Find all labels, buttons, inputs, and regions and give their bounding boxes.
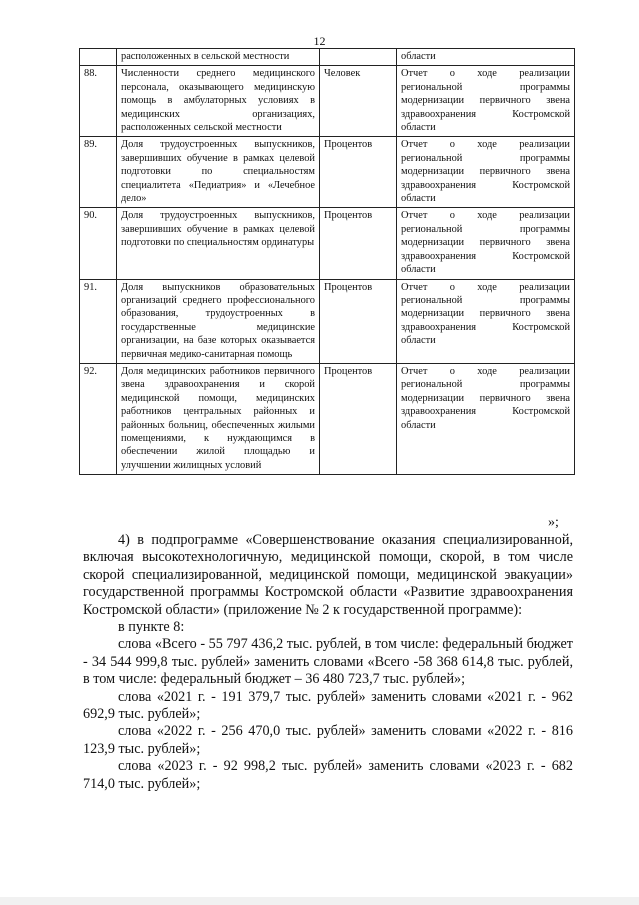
- table-row: [80, 363, 575, 474]
- row-number: 90.: [80, 208, 117, 279]
- indicator-name: Доля медицинских работников первичного звена здравоохранения и скорой медицинской помощи, медицинских работников центральных районных и районных больниц, обеспеченных жилыми помещениями, к нуждающимся в обеспечении жилой площадью и улучшении жилищных условий: [117, 363, 320, 474]
- viewer-bottom-strip: [0, 897, 639, 905]
- data-source: Отчет о ходе реализации региональной программы модернизации первичного звена здравоохранения Костромской области: [397, 279, 575, 363]
- row-number: 88.: [80, 66, 117, 137]
- row-number: 91.: [80, 279, 117, 363]
- indicators-table: [79, 48, 575, 475]
- paragraph-item-8: в пункте 8:: [118, 619, 185, 636]
- paragraph-subprogram: 4) в подпрограмме «Совершенствование оказания специализированной, включая высокотехнологичную, медицинской помощи, скорой, в том числе скорой специализированной, медицинской помощи, медицинской эвакуации» государственной программы Костромской области «Развитие здравоохранения Костромской области» (приложение № 2 к государственной программе):: [83, 532, 573, 618]
- paragraph-total-amount: слова «Всего - 55 797 436,2 тыс. рублей, в том числе: федеральный бюджет - 34 544 999,8 тыс. рублей» заменить словами «Всего -58 368 614,8 тыс. рублей, в том числе: федеральный бюджет – 36 480 723,7 тыс. рублей»;: [83, 636, 573, 688]
- data-source: Отчет о ходе реализации региональной программы модернизации первичного звена здравоохранения Костромской области: [397, 208, 575, 279]
- unit-of-measure: Процентов: [320, 208, 397, 279]
- table-row: [80, 279, 575, 363]
- unit-of-measure: Процентов: [320, 137, 397, 208]
- unit-of-measure: [320, 49, 397, 66]
- data-source: Отчет о ходе реализации региональной программы модернизации первичного звена здравоохранения Костромской области: [397, 137, 575, 208]
- table-row: [80, 49, 575, 66]
- row-number: 89.: [80, 137, 117, 208]
- amendment-text: [83, 532, 573, 793]
- indicator-name: Численности среднего медицинского персонала, оказывающего медицинскую помощь в амбулаторных условиях в медицинских организациях, расположенных сельской местности: [117, 66, 320, 137]
- paragraph-2021-amount: слова «2021 г. - 191 379,7 тыс. рублей» заменить словами «2021 г. - 962 692,9 тыс. рублей»;: [83, 688, 573, 723]
- table-row: [80, 66, 575, 137]
- indicator-name: расположенных в сельской местности: [117, 49, 320, 66]
- unit-of-measure: Процентов: [320, 363, 397, 474]
- closing-quote: »;: [548, 515, 559, 530]
- indicator-name: Доля трудоустроенных выпускников, завершивших обучение в рамках целевой подготовки по специальностям ординатуры: [117, 208, 320, 279]
- paragraph-2023-amount: слова «2023 г. - 92 998,2 тыс. рублей» заменить словами «2023 г. - 682 714,0 тыс. рублей»;: [83, 758, 573, 792]
- table-row: [80, 137, 575, 208]
- indicator-name: Доля трудоустроенных выпускников, завершивших обучение в рамках целевой подготовки по специальностям специалитета «Педиатрия» и «Лечебное дело»: [117, 137, 320, 208]
- row-number: 92.: [80, 363, 117, 474]
- data-source: Отчет о ходе реализации региональной программы модернизации первичного звена здравоохранения Костромской области: [397, 363, 575, 474]
- indicator-name: Доля выпускников образовательных организаций среднего профессионального образования, трудоустроенных в государственные медицинские организации, на базе которых оказывается первичная медико-санитарная помощь: [117, 279, 320, 363]
- paragraph-2022-amount: слова «2022 г. - 256 470,0 тыс. рублей» заменить словами «2022 г. - 816 123,9 тыс. рублей»;: [83, 723, 573, 757]
- page-number: 12: [313, 34, 326, 48]
- unit-of-measure: Человек: [320, 66, 397, 137]
- data-source: области: [397, 49, 575, 66]
- table-row: [80, 208, 575, 279]
- data-source: Отчет о ходе реализации региональной программы модернизации первичного звена здравоохранения Костромской области: [397, 66, 575, 137]
- row-number: [80, 49, 117, 66]
- unit-of-measure: Процентов: [320, 279, 397, 363]
